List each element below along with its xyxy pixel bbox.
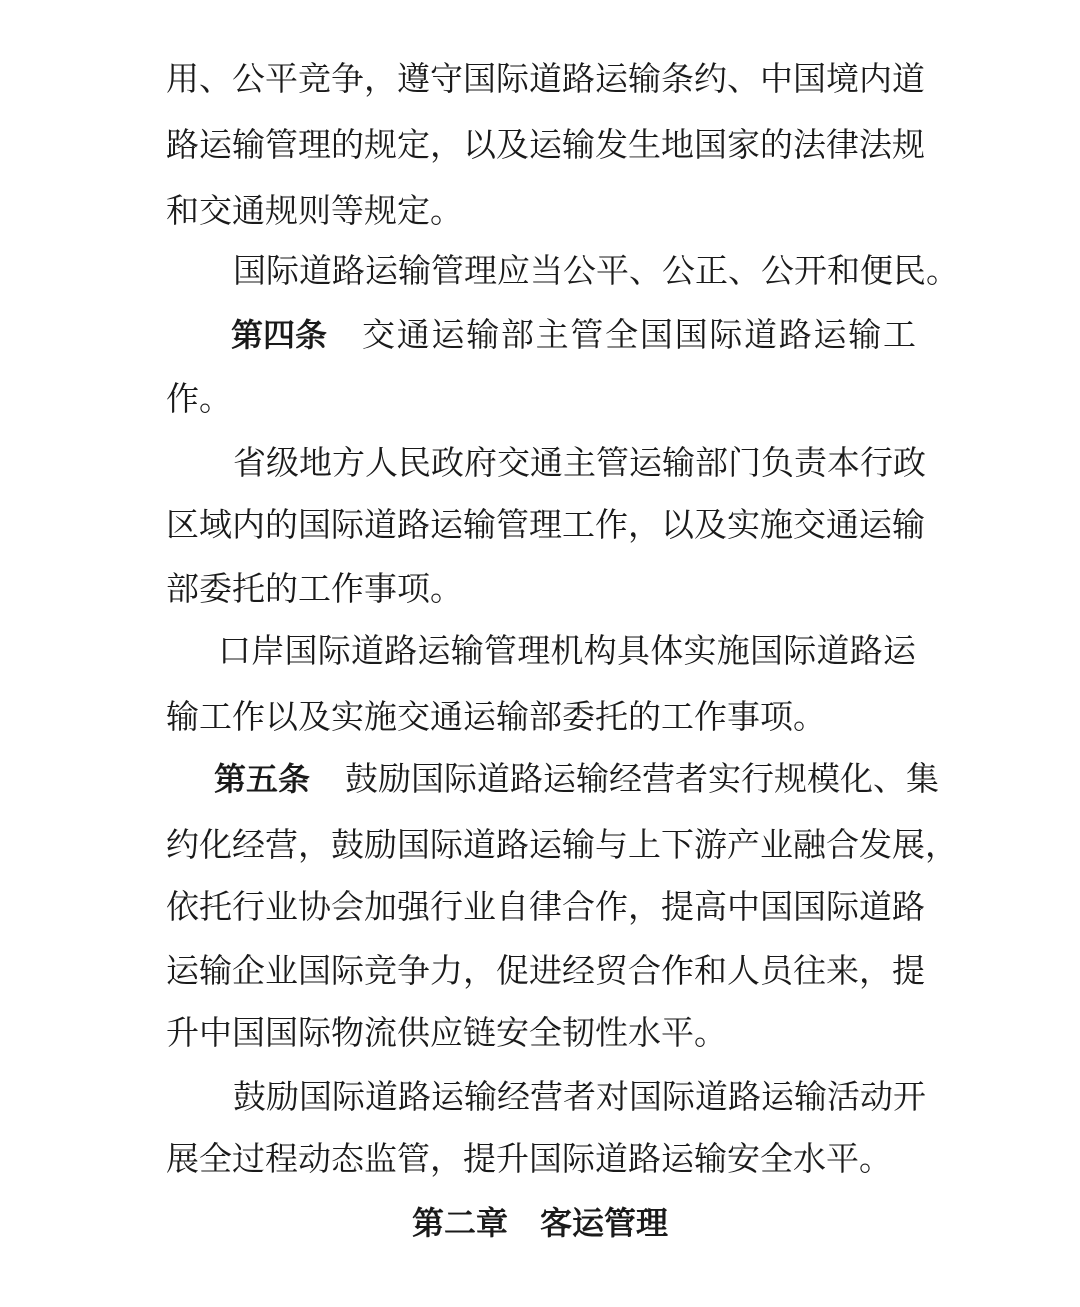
paragraph-line: 用、公平竞争，遵守国际道路运输条约、中国境内道 bbox=[166, 59, 925, 98]
paragraph-line: 和交通规则等规定。 bbox=[166, 191, 463, 230]
paragraph-line: 省级地方人民政府交通主管运输部门负责本行政 bbox=[233, 443, 926, 482]
chapter-heading: 第二章 客运管理 bbox=[411, 1204, 668, 1242]
paragraph-line: 区域内的国际道路运输管理工作，以及实施交通运输 bbox=[166, 505, 925, 544]
paragraph-line: 鼓励国际道路运输经营者对国际道路运输活动开 bbox=[233, 1077, 926, 1116]
paragraph-line: 运输企业国际竞争力，促进经贸合作和人员往来，提 bbox=[166, 951, 925, 990]
paragraph-line: 路运输管理的规定，以及运输发生地国家的法律法规 bbox=[166, 125, 925, 164]
article-5-text: 鼓励国际道路运输经营者实行规模化、集 bbox=[345, 759, 939, 798]
paragraph-line: 依托行业协会加强行业自律合作，提高中国国际道路 bbox=[166, 887, 925, 926]
article-4-text: 交通运输部主管全国国际道路运输工 bbox=[362, 315, 916, 354]
paragraph-line: 作。 bbox=[166, 379, 232, 418]
paragraph-line: 部委托的工作事项。 bbox=[166, 569, 463, 608]
paragraph-line: 展全过程动态监管，提升国际道路运输安全水平。 bbox=[166, 1139, 892, 1178]
article-5-title: 第五条 bbox=[214, 760, 311, 798]
paragraph-line: 升中国国际物流供应链安全韧性水平。 bbox=[166, 1013, 727, 1052]
article-4-title: 第四条 bbox=[231, 316, 328, 354]
paragraph-line: 口岸国际道路运输管理机构具体实施国际道路运 bbox=[218, 631, 916, 670]
paragraph-line: 输工作以及实施交通运输部委托的工作事项。 bbox=[166, 697, 826, 736]
paragraph-line: 约化经营，鼓励国际道路运输与上下游产业融合发展， bbox=[166, 825, 958, 864]
paragraph-line: 国际道路运输管理应当公平、公正、公开和便民。 bbox=[233, 251, 959, 290]
